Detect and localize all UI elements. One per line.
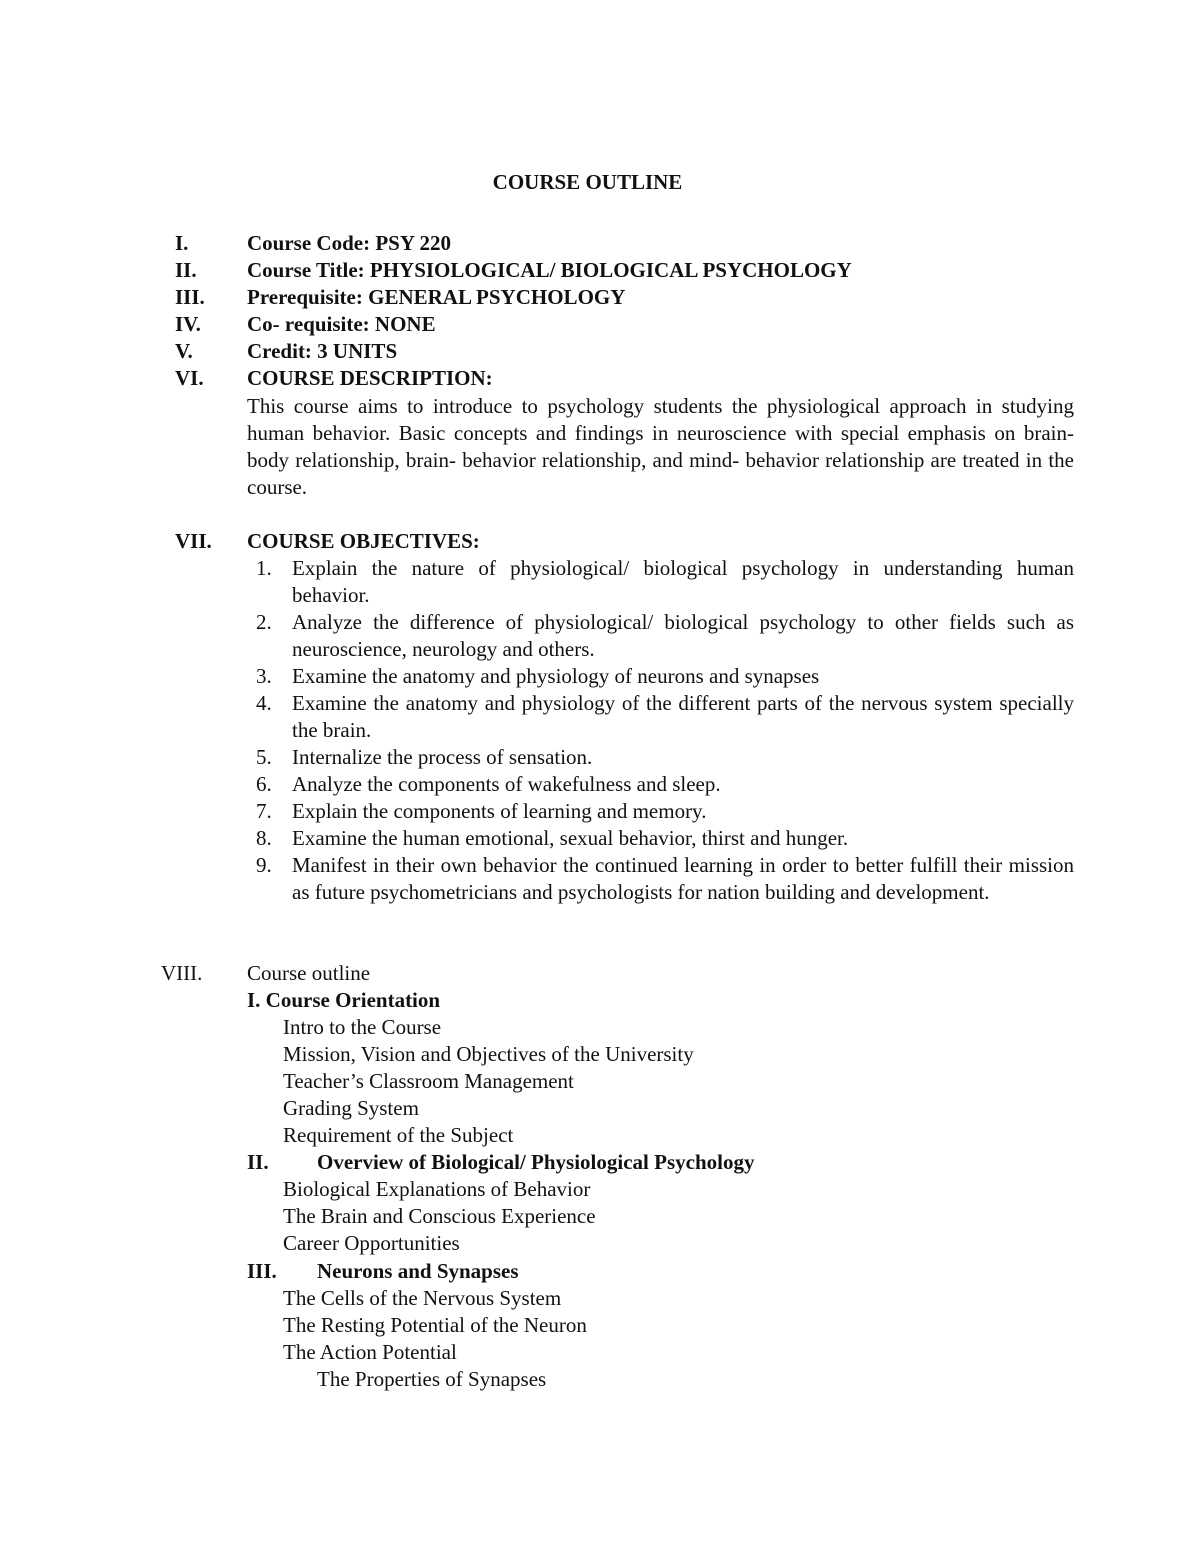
- objective-item: [247, 609, 1074, 663]
- objective-text: Examine the anatomy and physiology of the different parts of the nervous system specially the brain.: [292, 691, 1074, 742]
- objectives-numeral: VII.: [175, 529, 212, 553]
- info-numeral-4: IV.: [175, 312, 201, 336]
- objective-text: Manifest in their own behavior the continued learning in order to better fulfill their mission as future psychometricians and psychologists for nation building and development.: [292, 853, 1074, 904]
- unit-3-topic: The Action Potential: [283, 1340, 457, 1364]
- objective-text: Examine the anatomy and physiology of neurons and synapses: [292, 664, 820, 688]
- objective-item: [247, 690, 1074, 744]
- info-numeral-5: V.: [175, 339, 193, 363]
- objective-item: [247, 771, 1074, 798]
- co-requisite: Co- requisite: NONE: [247, 312, 436, 336]
- objectives-list: [247, 555, 1074, 906]
- unit-2-topic: Career Opportunities: [283, 1231, 460, 1255]
- course-description-heading: COURSE DESCRIPTION:: [247, 366, 493, 390]
- unit-1-heading: I. Course Orientation: [247, 988, 441, 1012]
- objective-text: Analyze the components of wakefulness and sleep.: [292, 772, 721, 796]
- objective-number: 8.: [256, 826, 272, 850]
- objective-item: [247, 555, 1074, 609]
- unit-1-topic: Grading System: [283, 1096, 419, 1120]
- objective-number: 2.: [256, 610, 272, 634]
- course-description: This course aims to introduce to psychology students the physiological approach in studying human behavior. Basic concepts and findings in neuroscience with special emphasis on brain- body relationship, brain- behavior relationship, and mind- behavior relationship are treated in the course.: [247, 394, 1074, 499]
- objective-item: [247, 798, 1074, 825]
- objective-number: 6.: [256, 772, 272, 796]
- objective-item: [247, 663, 1074, 690]
- unit-3-topic: The Cells of the Nervous System: [283, 1286, 562, 1310]
- unit-3-heading: Neurons and Synapses: [317, 1259, 519, 1283]
- objective-text: Internalize the process of sensation.: [292, 745, 593, 769]
- objective-number: 5.: [256, 745, 272, 769]
- info-numeral-3: III.: [175, 285, 205, 309]
- unit-2-heading: Overview of Biological/ Physiological Psychology: [317, 1150, 755, 1174]
- objective-number: 4.: [256, 691, 272, 715]
- info-numeral-2: II.: [175, 258, 197, 282]
- unit-3-subtopic: The Properties of Synapses: [317, 1367, 547, 1391]
- unit-3-topic: The Resting Potential of the Neuron: [283, 1313, 587, 1337]
- objective-text: Explain the nature of physiological/ biological psychology in understanding human behavior.: [292, 556, 1074, 607]
- outline-numeral: VIII.: [161, 961, 203, 985]
- objective-text: Explain the components of learning and memory.: [292, 799, 707, 823]
- outline-heading: Course outline: [247, 961, 371, 985]
- page-title: COURSE OUTLINE: [492, 170, 683, 194]
- objective-item: [247, 825, 1074, 852]
- objective-number: 1.: [256, 556, 272, 580]
- unit-1-topic: Intro to the Course: [283, 1015, 442, 1039]
- course-title: Course Title: PHYSIOLOGICAL/ BIOLOGICAL PSYCHOLOGY: [247, 258, 852, 282]
- unit-2-numeral: II.: [247, 1150, 269, 1174]
- objective-text: Examine the human emotional, sexual behavior, thirst and hunger.: [292, 826, 849, 850]
- objective-text: Analyze the difference of physiological/ biological psychology to other fields such as neuroscience, neurology and others.: [292, 610, 1074, 661]
- unit-3-numeral: III.: [247, 1259, 277, 1283]
- unit-1-topic: Mission, Vision and Objectives of the University: [283, 1042, 694, 1066]
- unit-1-topic: Requirement of the Subject: [283, 1123, 514, 1147]
- objective-item: [247, 852, 1074, 906]
- credit: Credit: 3 UNITS: [247, 339, 398, 363]
- info-numeral-6: VI.: [175, 366, 204, 390]
- prerequisite: Prerequisite: GENERAL PSYCHOLOGY: [247, 285, 626, 309]
- objective-item: [247, 744, 1074, 771]
- info-numeral-1: I.: [175, 231, 189, 255]
- objective-number: 9.: [256, 853, 272, 877]
- objectives-heading: COURSE OBJECTIVES:: [247, 529, 480, 553]
- unit-2-topic: The Brain and Conscious Experience: [283, 1204, 596, 1228]
- unit-1-topic: Teacher’s Classroom Management: [283, 1069, 574, 1093]
- objective-number: 7.: [256, 799, 272, 823]
- course-code: Course Code: PSY 220: [247, 231, 451, 255]
- unit-2-topic: Biological Explanations of Behavior: [283, 1177, 591, 1201]
- objective-number: 3.: [256, 664, 272, 688]
